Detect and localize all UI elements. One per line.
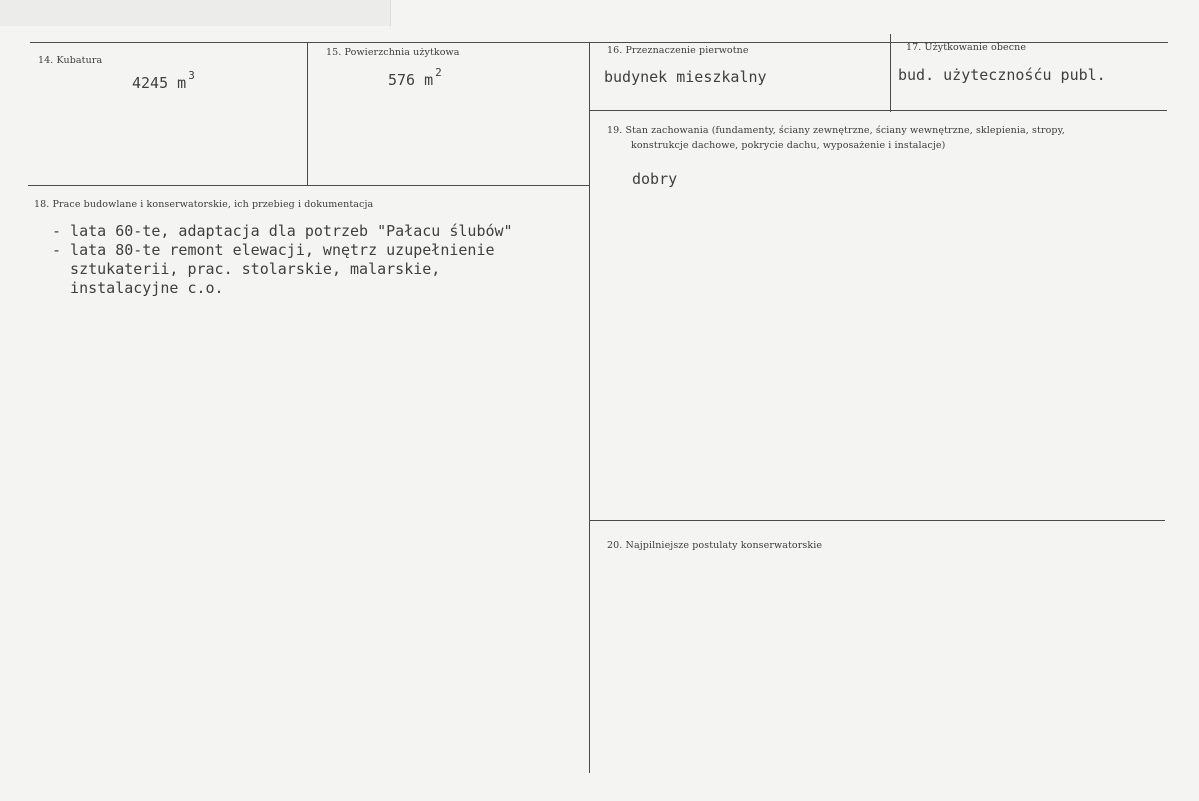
field-14-label: 14. Kubatura xyxy=(38,55,103,66)
divider-16-17 xyxy=(890,34,891,112)
field-16-value: budynek mieszkalny xyxy=(604,68,767,86)
rule-under-19 xyxy=(589,520,1165,521)
field-18-notes xyxy=(52,222,513,298)
rule-under-14-15 xyxy=(28,185,590,186)
rule-under-16-17 xyxy=(589,110,1167,111)
field-16-label: 16. Przeznaczenie pierwotne xyxy=(607,45,749,56)
field-15-value xyxy=(388,66,442,89)
divider-14-15 xyxy=(307,42,308,186)
field-15-exponent: 2 xyxy=(435,66,442,79)
field-18-line: sztukaterii, prac. stolarskie, malarskie, xyxy=(52,260,441,278)
field-15-number: 576 m xyxy=(388,71,434,89)
field-14-number: 4245 m xyxy=(132,74,187,92)
field-20-label: 20. Najpilniejsze postulaty konserwatorskie xyxy=(607,540,823,551)
field-15-label: 15. Powierzchnia użytkowa xyxy=(326,47,460,58)
field-14-exponent: 3 xyxy=(188,69,195,82)
field-18-line: - lata 80-te remont elewacji, wnętrz uzupełnienie xyxy=(52,241,495,259)
field-19-value: dobry xyxy=(632,170,678,188)
field-17-value: bud. użytecznośću publ. xyxy=(898,66,1106,84)
field-14-value xyxy=(132,69,195,92)
field-17-label: 17. Użytkowanie obecne xyxy=(906,42,1027,53)
field-18-label: 18. Prace budowlane i konserwatorskie, ich przebieg i dokumentacja xyxy=(34,199,374,210)
center-divider xyxy=(589,42,590,773)
page-top-edge xyxy=(0,0,391,26)
field-19-label-line2: konstrukcje dachowe, pokrycie dachu, wyposażenie i instalacje) xyxy=(631,140,946,151)
field-18-line: - lata 60-te, adaptacja dla potrzeb "Pałacu ślubów" xyxy=(52,222,513,240)
field-19-label-line1: 19. Stan zachowania (fundamenty, ściany zewnętrzne, ściany wewnętrzne, sklepienia, stropy, xyxy=(607,125,1065,136)
field-18-line: instalacyjne c.o. xyxy=(52,279,224,297)
